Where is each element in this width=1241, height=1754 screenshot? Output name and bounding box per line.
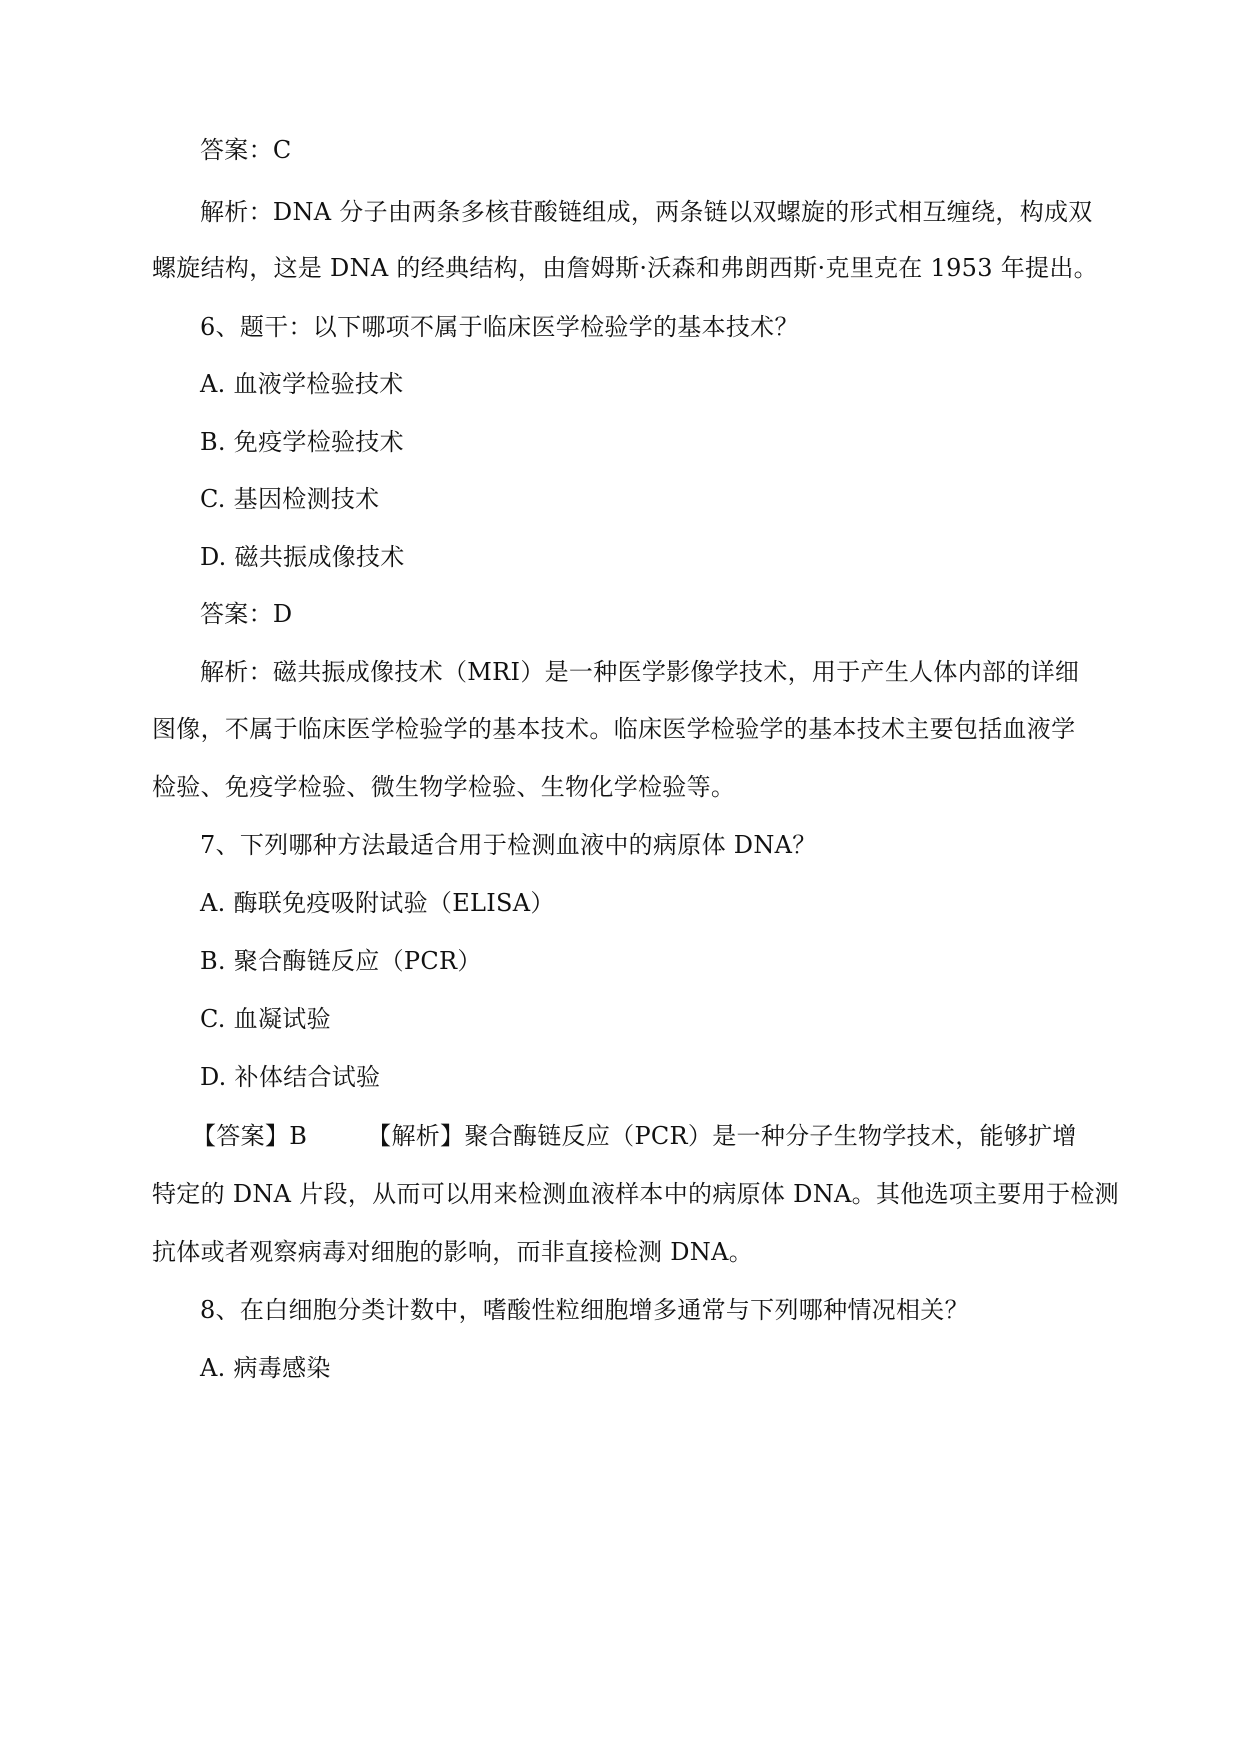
q7-option-a: A. 酶联免疫吸附试验（ELISA）	[200, 889, 555, 917]
q7-answer-analysis-line-1	[192, 1120, 1077, 1152]
q7-analysis-text: 【解析】聚合酶链反应（PCR）是一种分子生物学技术，能够扩增	[367, 1122, 1077, 1150]
q7-analysis-line-2: 特定的 DNA 片段，从而可以用来检测血液样本中的病原体 DNA。其他选项主要用于检测	[152, 1180, 1119, 1208]
q7-option-d: D. 补体结合试验	[200, 1063, 381, 1091]
q7-stem: 7、下列哪种方法最适合用于检测血液中的病原体 DNA？	[200, 831, 817, 859]
q5-analysis-line-1: 解析：DNA 分子由两条多核苷酸链组成，两条链以双螺旋的形式相互缠绕，构成双	[200, 198, 1093, 226]
q8-stem: 8、在白细胞分类计数中，嗜酸性粒细胞增多通常与下列哪种情况相关？	[200, 1296, 969, 1324]
q7-analysis-line-3: 抗体或者观察病毒对细胞的影响，而非直接检测 DNA。	[152, 1238, 754, 1266]
q5-analysis-line-2: 螺旋结构，这是 DNA 的经典结构，由詹姆斯·沃森和弗朗西斯·克里克在 1953 年提出。	[152, 254, 1098, 282]
q6-stem: 6、题干：以下哪项不属于临床医学检验学的基本技术？	[200, 313, 799, 341]
q6-option-c: C. 基因检测技术	[200, 485, 380, 513]
q6-analysis-line-2: 图像，不属于临床医学检验学的基本技术。临床医学检验学的基本技术主要包括血液学	[152, 715, 1076, 743]
q8-option-a: A. 病毒感染	[200, 1354, 331, 1382]
q7-option-c: C. 血凝试验	[200, 1005, 331, 1033]
q6-option-b: B. 免疫学检验技术	[200, 428, 404, 456]
q6-analysis-line-1: 解析：磁共振成像技术（MRI）是一种医学影像学技术，用于产生人体内部的详细	[200, 658, 1080, 686]
q7-option-b: B. 聚合酶链反应（PCR）	[200, 947, 482, 975]
q7-answer: 【答案】B	[192, 1122, 308, 1150]
q6-analysis-line-3: 检验、免疫学检验、微生物学检验、生物化学检验等。	[152, 773, 736, 801]
q6-option-d: D. 磁共振成像技术	[200, 543, 405, 571]
q5-answer: 答案：C	[200, 136, 292, 164]
q6-answer: 答案：D	[200, 600, 293, 628]
q6-option-a: A. 血液学检验技术	[200, 370, 404, 398]
